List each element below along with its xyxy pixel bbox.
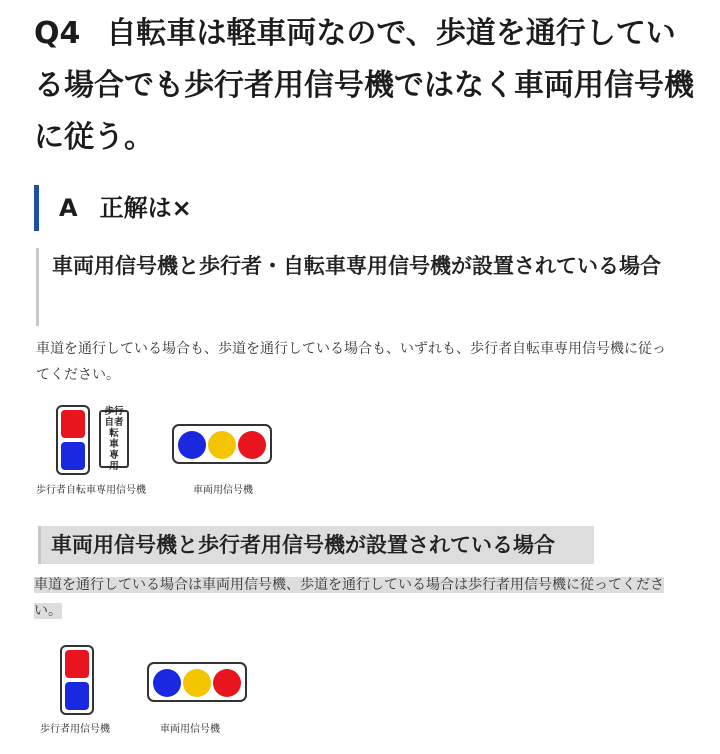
vehicle-signal-icon bbox=[147, 662, 247, 702]
signal-blue-lamp bbox=[65, 682, 89, 710]
signal-yellow-lamp bbox=[208, 431, 236, 459]
signal-blue-lamp bbox=[61, 442, 85, 470]
signal-red-lamp bbox=[238, 431, 266, 459]
pedestrian-signal-icon bbox=[60, 645, 94, 715]
section1-heading: 車両用信号機と歩行者・自転車専用信号機が設置されている場合 bbox=[36, 248, 676, 326]
section2-body bbox=[34, 572, 666, 624]
caption-pedestrian-signal: 歩行者用信号機 bbox=[40, 724, 110, 735]
pedestrian-bicycle-signal-icon bbox=[56, 405, 90, 475]
signal-red-lamp bbox=[61, 410, 85, 438]
plate-line: 歩行 bbox=[104, 406, 124, 417]
caption-pedestrian-bicycle-signal: 歩行者自転車専用信号機 bbox=[36, 485, 146, 496]
plate-line: 自者 bbox=[104, 417, 124, 428]
signal-red-lamp bbox=[65, 650, 89, 678]
signal-blue-lamp bbox=[178, 431, 206, 459]
section1-body: 車道を通行している場合も、歩道を通行している場合も、いずれも、歩行者自転車専用信号機に従ってください。 bbox=[36, 341, 666, 383]
caption-vehicle-signal: 車両用信号機 bbox=[193, 485, 253, 496]
plate-line: 専 bbox=[109, 450, 119, 461]
question-text: 自転車は軽車両なので、歩道を通行している場合でも歩行者用信号機ではなく車両用信号機に従う。 bbox=[34, 16, 694, 155]
vehicle-signal-icon bbox=[172, 424, 272, 464]
caption-vehicle-signal: 車両用信号機 bbox=[160, 724, 220, 735]
signal-blue-lamp bbox=[153, 669, 181, 697]
answer-heading bbox=[34, 185, 674, 231]
plate-line: 車 bbox=[109, 439, 119, 450]
section2-body-text: 車道を通行している場合は車両用信号機、歩道を通行している場合は歩行者用信号機に従ってください。 bbox=[34, 577, 664, 619]
answer-label: A bbox=[59, 194, 78, 222]
signal-red-lamp bbox=[213, 669, 241, 697]
question-number: Q4 bbox=[34, 16, 81, 51]
plate-line: 転 bbox=[109, 428, 119, 439]
signal-yellow-lamp bbox=[183, 669, 211, 697]
section2-heading: 車両用信号機と歩行者用信号機が設置されている場合 bbox=[38, 526, 594, 564]
plate-line: 用 bbox=[109, 461, 119, 472]
answer-text: 正解は× bbox=[99, 194, 192, 222]
pedestrian-bicycle-plate bbox=[99, 406, 129, 472]
question-heading bbox=[34, 8, 694, 164]
